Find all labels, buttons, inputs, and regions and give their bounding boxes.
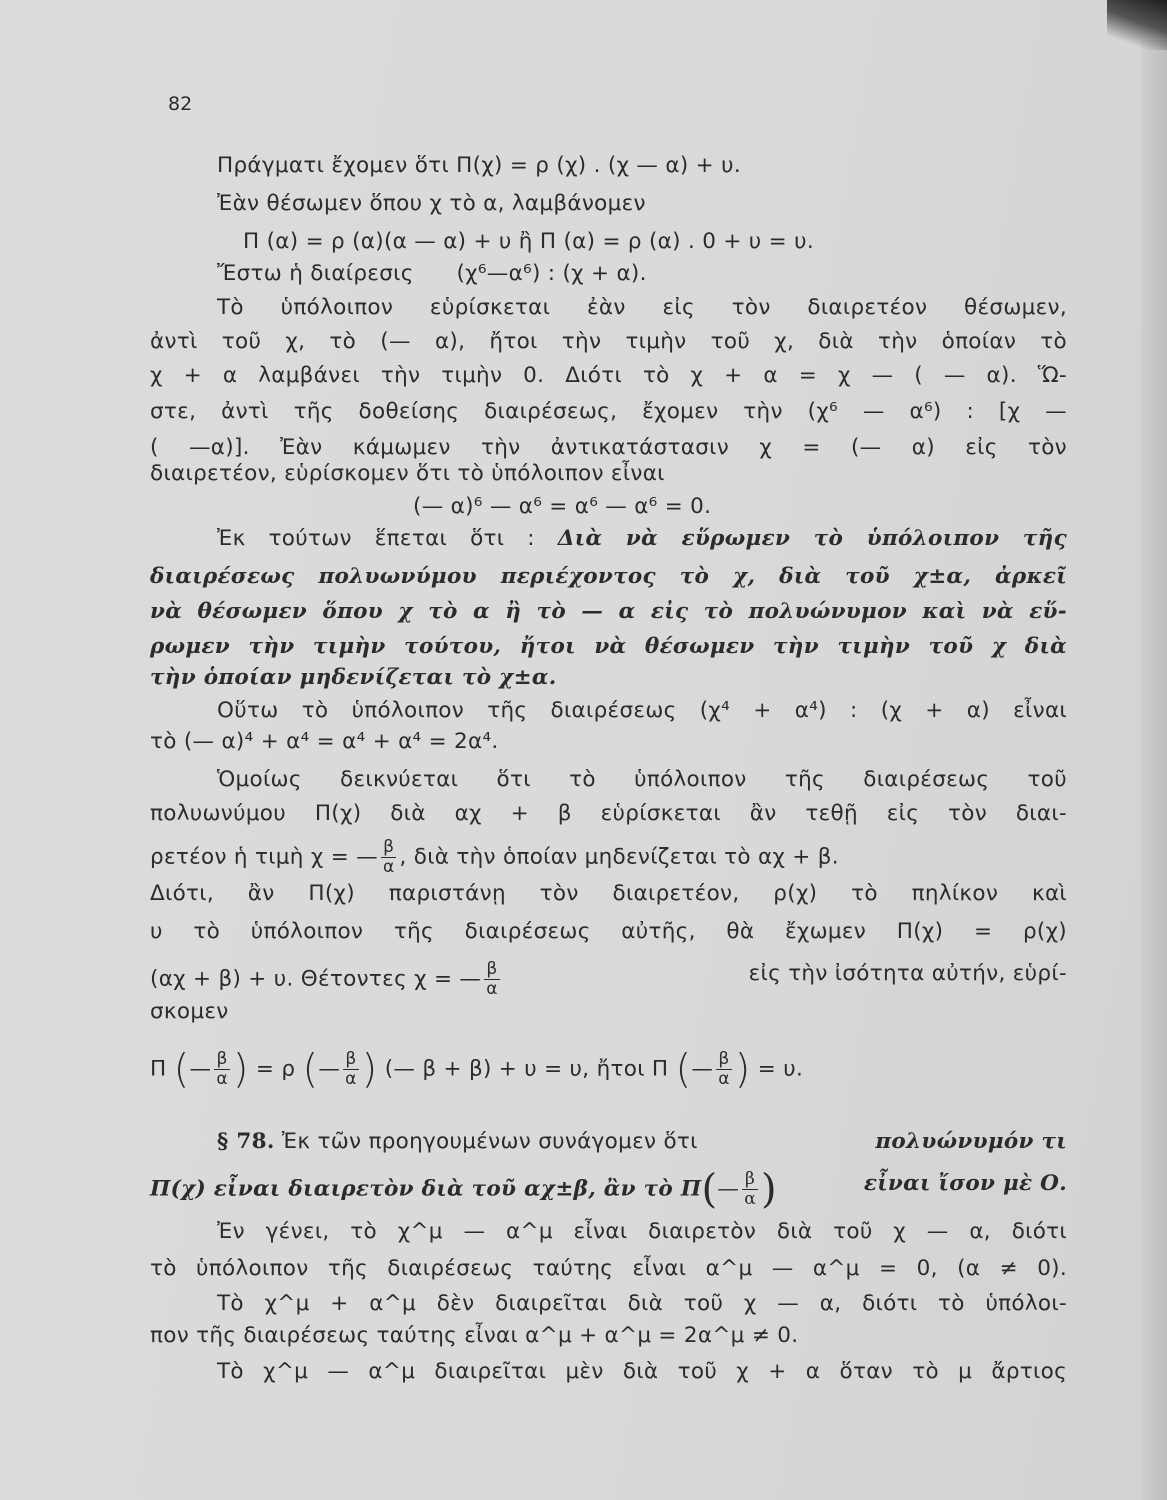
theorem-line [217,525,1067,553]
text-line [150,960,1067,999]
fraction [214,1050,230,1089]
paren-open: ( [173,1046,190,1093]
theorem-text: εἶναι ἴσον μὲ Ο. [863,1171,1067,1196]
paren-open: ( [701,1166,718,1213]
paren-close: ) [361,1046,378,1093]
text-line: Οὕτω τὸ ὑπόλοιπον τῆς διαιρέσεως (χ⁴ + α⁴) : (χ + α) εἶναι [217,698,1067,723]
text-line: ἀντὶ τοῦ χ, τὸ (— α), ἤτοι τὴν τιμὴν τοῦ χ, διὰ τὴν ὁποίαν τὸ [150,329,1067,354]
text-span: ρετέον ἡ τιμὴ χ = — [150,844,378,870]
theorem-text: Διὰ νὰ εὕρωμεν τὸ ὑπόλοιπον τῆς [557,526,1067,551]
equation-line: (— α)⁶ — α⁶ = α⁶ — α⁶ = 0. [413,494,712,519]
text-span: , διὰ τὴν ὁποίαν μηδενίζεται τὸ αχ + β. [399,844,839,870]
paren-open: ( [302,1046,319,1093]
text-span: = υ. [757,1056,804,1082]
text-span: εἰς τὴν ἰσότητα αὐτήν, εὑρί- [748,961,1067,986]
fraction [484,960,500,999]
text-line: τὸ ὑπόλοιπον τῆς διαιρέσεως ταύτης εἶναι α^μ — α^μ = 0, (α ≠ 0). [150,1256,1067,1281]
theorem-text: διαιρέσεως πολυωνύμου περιέχοντος τὸ χ, διὰ τοῦ χ±α, ἀρκεῖ [150,564,1067,589]
text-span: — [691,1056,714,1082]
text-span: Ἐκ τῶν προηγουμένων συνάγομεν ὅτι [274,1129,698,1154]
text-line: διαιρετέον, εὑρίσκομεν ὅτι τὸ ὑπόλοιπον εἶναι [150,461,665,486]
fraction [742,1170,758,1209]
text-line: Τὸ ὑπόλοιπον εὑρίσκεται ἐὰν εἰς τὸν διαιρετέον θέσωμεν, [217,295,1067,320]
theorem-line [150,1166,1067,1213]
text-line: Ὁμοίως δεικνύεται ὅτι τὸ ὑπόλοιπον τῆς διαιρέσεως τοῦ [217,767,1067,792]
text-line: υ τὸ ὑπόλοιπον τῆς διαιρέσεως αὐτῆς, θὰ ἔχωμεν Π(χ) = ρ(χ) [150,919,1067,944]
paren-open: ( [675,1046,692,1093]
fraction-denominator: α [718,1069,730,1089]
fraction-denominator: α [216,1069,228,1089]
text-span: = ρ [255,1056,296,1082]
text-span: (— β + β) + υ = υ, ἤτοι Π [384,1056,669,1082]
theorem-text: πολυώνυμόν τι [875,1129,1067,1154]
fraction-numerator: β [742,1170,758,1190]
text-line: Πράγματι ἔχομεν ὅτι Π(χ) = ρ (χ) . (χ — α) + υ. [217,153,741,178]
equation-line [150,1046,1067,1093]
fraction-numerator: β [716,1050,732,1070]
fraction-denominator: α [744,1189,756,1209]
text-line: Τὸ χ^μ + α^μ δὲν διαιρεῖται διὰ τοῦ χ — α, διότι τὸ ὑπόλοι- [217,1291,1067,1316]
text-line: Ἐὰν θέσωμεν ὅπου χ τὸ α, λαμβάνομεν [217,191,646,216]
fraction-denominator: α [486,979,498,999]
text-span: Ἐκ τούτων ἕπεται ὅτι : [217,526,558,551]
text-line: Τὸ χ^μ — α^μ διαιρεῖται μὲν διὰ τοῦ χ + α ὅταν τὸ μ ἄρτιος [217,1359,1067,1384]
text-line: χ + α λαμβάνει τὴν τιμὴν 0. Διότι τὸ χ + α = χ — ( — α). Ὥ- [150,363,1067,388]
text-line: ( —α)]. Ἐὰν κάμωμεν τὴν ἀντικατάστασιν χ = (— α) εἰς τὸν [150,435,1067,460]
text-line: Ἐν γένει, τὸ χ^μ — α^μ εἶναι διαιρετὸν διὰ τοῦ χ — α, διότι [217,1219,1067,1244]
page-corner-shadow [1107,0,1167,50]
text-line: Π (α) = ρ (α)(α — α) + υ ἢ Π (α) = ρ (α) . 0 + υ = υ. [243,229,814,254]
section-number: § 78. [217,1129,275,1154]
text-line: πολυωνύμου Π(χ) διὰ αχ + β εὑρίσκεται ἂν τεθῇ εἰς τὸν διαι- [150,801,1067,826]
text-span: Π [150,1056,167,1082]
text-line: σκομεν [150,999,229,1024]
theorem-text: νὰ θέσωμεν ὅπου χ τὸ α ἢ τὸ — α εἰς τὸ πολυώνυμον καὶ νὰ εὕ- [150,599,1067,624]
fraction-numerator: β [214,1050,230,1070]
paren-close: ) [232,1046,249,1093]
page-number: 82 [168,93,193,115]
page-edge [1141,40,1167,1500]
text-span: — [318,1056,341,1082]
fraction-numerator: β [343,1050,359,1070]
text-line: πον τῆς διαιρέσεως ταύτης εἶναι α^μ + α^μ = 2α^μ ≠ 0. [150,1323,799,1348]
text-line: τὸ (— α)⁴ + α⁴ = α⁴ + α⁴ = 2α⁴. [150,729,499,754]
section-line [217,1128,1067,1156]
fraction [343,1050,359,1089]
text-line: στε, ἀντὶ τῆς δοθείσης διαιρέσεως, ἔχομεν τὴν (χ⁶ — α⁶) : [χ — [150,399,1067,424]
text-span: (αχ + β) + υ. Θέτοντες χ = — [150,966,482,992]
text-span: — [717,1176,740,1202]
theorem-text: Π(χ) εἶναι διαιρετὸν διὰ τοῦ αχ±β, ἂν τὸ Π [150,1176,702,1202]
theorem-text: ρωμεν τὴν τιμὴν τούτου, ἤτοι νὰ θέσωμεν τὴν τιμὴν τοῦ χ διὰ [150,634,1067,659]
fraction [381,838,397,877]
fraction-numerator: β [381,838,397,858]
fraction [716,1050,732,1089]
paren-close: ) [734,1046,751,1093]
text-line [150,838,839,877]
text-line: Διότι, ἂν Π(χ) παριστάνῃ τὸν διαιρετέον, ρ(χ) τὸ πηλίκον καὶ [150,881,1067,906]
fraction-numerator: β [484,960,500,980]
paren-close: ) [760,1166,777,1213]
text-span: — [189,1056,212,1082]
theorem-text: τὴν ὁποίαν μηδενίζεται τὸ χ±α. [150,665,557,690]
fraction-denominator: α [382,857,395,877]
text-line: Ἔστω ἡ διαίρεσις (χ⁶—α⁶) : (χ + α). [217,261,647,286]
fraction-denominator: α [345,1069,357,1089]
